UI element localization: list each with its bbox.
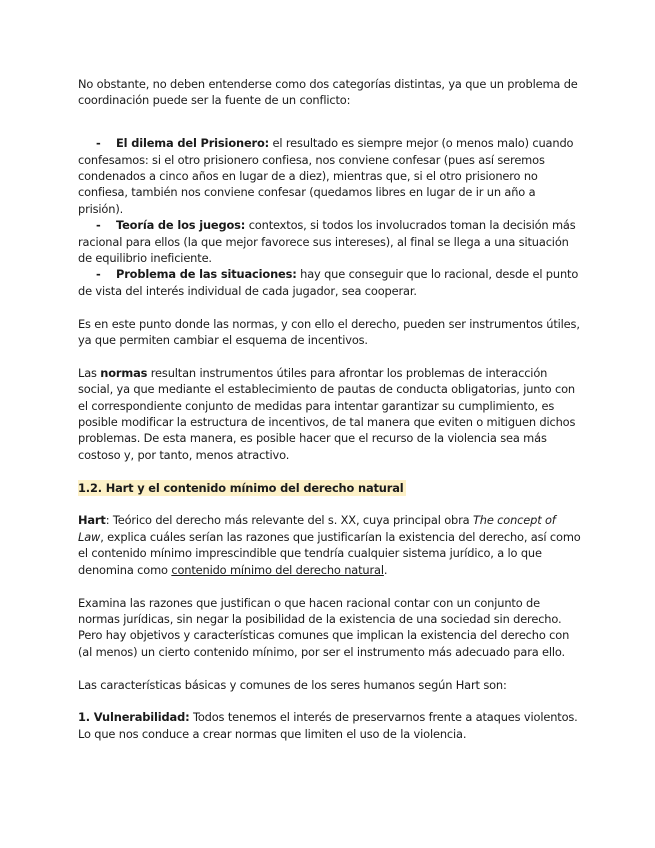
normas-paragraph: Las normas resultan instrumentos útiles para afrontar los problemas de interacción social, ya que mediante el establecimiento de pautas de conducta obligatorias, junto con el correspondiente conjunto de medidas para intentar garantizar su cumplimiento, es posible modificar la estructura de incentivos, de tal manera que eviten o mitiguen dichos problemas. De esta manera, es posible hacer que el recurso de la violencia sea más costoso y, por tanto, menos atractivo. (78, 365, 576, 462)
normas-bold: normas (100, 365, 148, 380)
book-title: The concept of Law (78, 513, 556, 544)
list-dash: - (96, 267, 101, 282)
list-term: El dilema del Prisionero: (116, 136, 270, 151)
list-dash: - (96, 136, 101, 151)
underlined-term: contenido mínimo del derecho natural (171, 562, 384, 577)
list-text: contextos, si todos los involucrados toman la decisión más racional para ellos (la que mejor favorece sus intereses), al final se llega a una situación de equilibrio ineficiente. (78, 218, 576, 266)
list-item-problema (78, 266, 583, 299)
list-term: Teoría de los juegos: (116, 218, 246, 233)
list-term: Problema de las situaciones: (116, 267, 297, 282)
list-item-teoria (78, 217, 583, 266)
norms-tools-paragraph: Es en este punto donde las normas, y con ello el derecho, pueden ser instrumentos útiles, ya que permiten cambiar el esquema de incentivos. (78, 316, 580, 348)
hart-bold: Hart (78, 513, 106, 528)
list-item-dilema (78, 135, 583, 217)
list-dash: - (96, 218, 101, 233)
list-text: hay que conseguir que lo racional, desde el punto de vista del interés individual de cada jugador, sea cooperar. (78, 267, 579, 298)
section-heading: 1.2. Hart y el contenido mínimo del derecho natural (78, 480, 404, 495)
section-heading-row (78, 480, 583, 496)
examina-paragraph: Examina las razones que justifican o que hacen racional contar con un conjunto de normas jurídicas, sin negar la posibilidad de la existencia de una sociedad sin derecho. Pero hay objetivos y características comunes que implican la existencia del derecho con (al menos) un cierto contenido mínimo, por ser el instrumento más adecuado para ello. (78, 595, 570, 659)
hart-paragraph: Hart: Teórico del derecho más relevante del s. XX, cuya principal obra The concept of Law, explica cuáles serían las razones que justificarían la existencia del derecho, así como el contenido mínimo imprescindible que tendría cualquier sistema jurídico, a lo que denomina como contenido mínimo del derecho natural. (78, 513, 581, 577)
intro-paragraph: No obstante, no deben entenderse como dos categorías distintas, ya que un problema de coordinación puede ser la fuente de un conflicto: (78, 77, 578, 108)
document-page (78, 76, 583, 742)
vulnerabilidad-paragraph: 1. Vulnerabilidad: Todos tenemos el interés de preservarnos frente a ataques violentos. Lo que nos conduce a crear normas que limiten el uso de la violencia. (78, 710, 578, 741)
vulnerabilidad-bold: 1. Vulnerabilidad: (78, 710, 190, 725)
list-text: el resultado es siempre mejor (o menos malo) cuando confesamos: si el otro prisionero confiesa, nos conviene confesar (pues así seremos condenados a cinco años en lugar de a diez), mientras que, si el otro prisionero no confiesa, también nos conviene confesar (quedamos libres en lugar de ir un año a prisión). (78, 136, 574, 216)
caracteristicas-paragraph: Las características básicas y comunes de los seres humanos según Hart son: (78, 677, 507, 692)
